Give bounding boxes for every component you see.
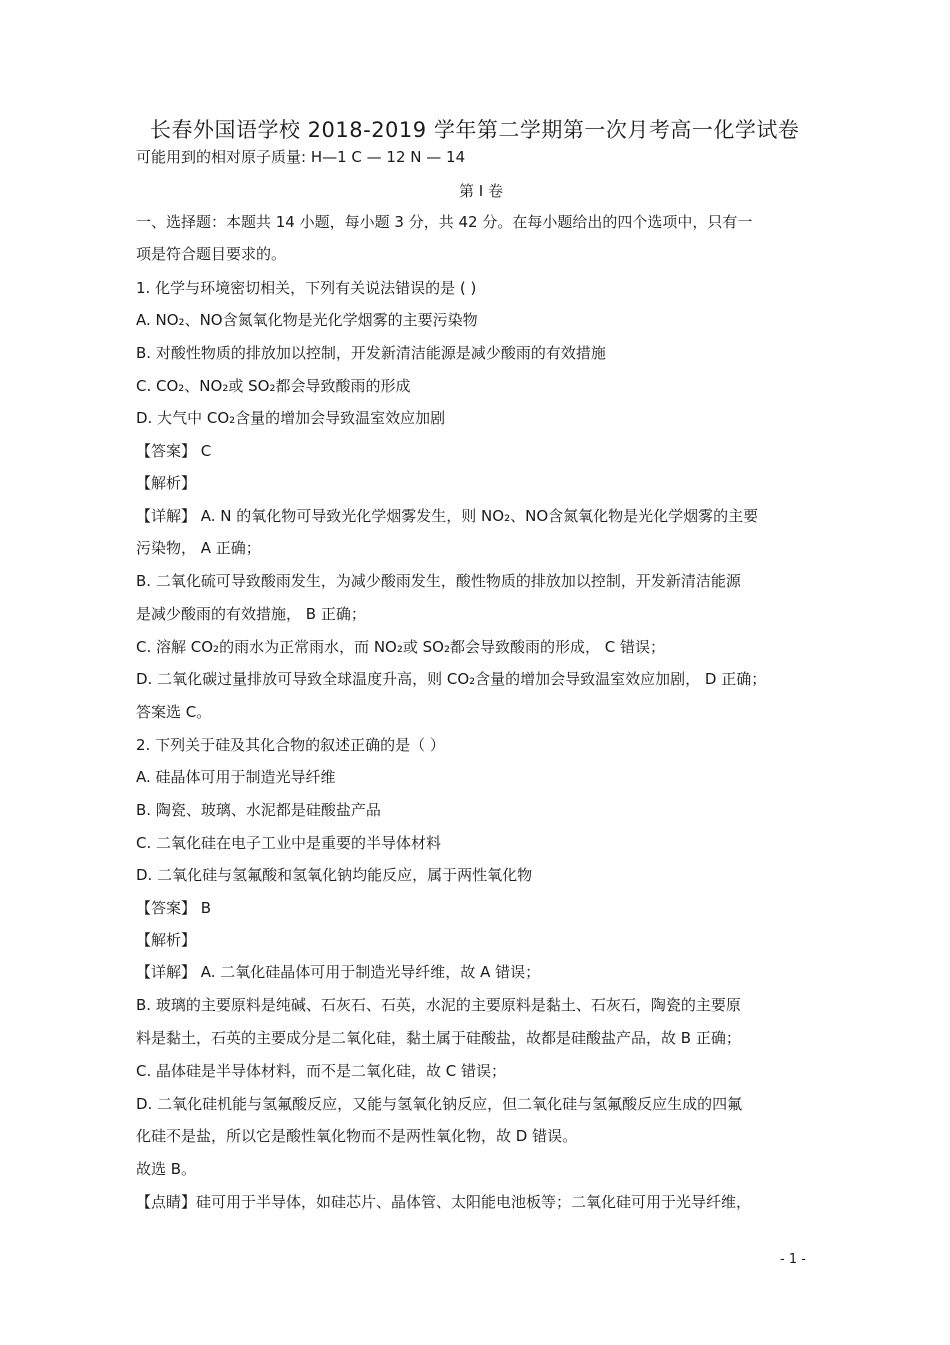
question-1-option-b: B. 对酸性物质的排放加以控制，开发新清洁能源是减少酸雨的有效措施 (136, 344, 606, 362)
question-1-option-a: A. NO₂、NO含氮氧化物是光化学烟雾的主要污染物 (136, 311, 478, 329)
question-2-comment: 【点睛】硅可用于半导体，如硅芯片、晶体管、太阳能电池板等；二氧化硅可用于光导纤维， (136, 1193, 752, 1211)
question-2-option-b: B. 陶瓷、玻璃、水泥都是硅酸盐产品 (136, 801, 381, 819)
exam-title: 长春外国语学校 2018-2019 学年第二学期第一次月考高一化学试卷 (150, 118, 800, 142)
question-2-detail-2: B. 玻璃的主要原料是纯碱、石灰石、石英，水泥的主要原料是黏土、石灰石，陶瓷的主要原 (136, 996, 741, 1014)
question-1-analysis-label: 【解析】 (136, 474, 197, 492)
page-number: - 1 - (780, 1252, 806, 1267)
question-2-conclusion: 故选 B。 (136, 1160, 197, 1178)
question-2-stem: 2. 下列关于硅及其化合物的叙述正确的是（ ） (136, 736, 445, 754)
question-1-detail-2: 污染物， A 正确； (136, 539, 261, 557)
question-2-detail-1: 【详解】 A. 二氧化硅晶体可用于制造光导纤维，故 A 错误； (136, 963, 541, 981)
instructions-line-1: 一、选择题：本题共 14 小题，每小题 3 分，共 42 分。在每小题给出的四个选项中，只有一 (136, 213, 753, 231)
question-1-conclusion: 答案选 C。 (136, 703, 212, 721)
instructions-line-2: 项是符合题目要求的。 (136, 245, 287, 263)
question-1-detail-4: 是减少酸雨的有效措施， B 正确； (136, 605, 366, 623)
question-2-answer: 【答案】 B (136, 899, 212, 917)
question-2-detail-3: 料是黏土，石英的主要成分是二氧化硅，黏土属于硅酸盐，故都是硅酸盐产品，故 B 正确； (136, 1029, 741, 1047)
question-1-detail-1: 【详解】 A. N 的氧化物可导致光化学烟雾发生，则 NO₂、NO含氮氧化物是光化学烟雾的主要 (136, 507, 759, 525)
atomic-mass-note: 可能用到的相对原子质量: H—1 C — 12 N — 14 (136, 148, 466, 166)
question-1-stem: 1. 化学与环境密切相关，下列有关说法错误的是 ( ) (136, 279, 477, 297)
question-2-analysis-label: 【解析】 (136, 931, 197, 949)
question-1-detail-6: D. 二氧化碳过量排放可导致全球温度升高，则 CO₂含量的增加会导致温室效应加剧， D 正确； (136, 670, 767, 688)
question-1-option-d: D. 大气中 CO₂含量的增加会导致温室效应加剧 (136, 409, 446, 427)
section-heading: 第 I 卷 (459, 182, 503, 200)
question-2-option-d: D. 二氧化硅与氢氟酸和氢氧化钠均能反应，属于两性氧化物 (136, 866, 533, 884)
question-2-detail-4: C. 晶体硅是半导体材料，而不是二氧化硅，故 C 错误； (136, 1062, 507, 1080)
question-2-detail-6: 化硅不是盐，所以它是酸性氧化物而不是两性氧化物，故 D 错误。 (136, 1127, 578, 1145)
question-1-answer: 【答案】 C (136, 442, 212, 460)
question-2-detail-5: D. 二氧化硅机能与氢氟酸反应，又能与氢氧化钠反应，但二氧化硅与氢氟酸反应生成的四氟 (136, 1095, 743, 1113)
question-1-detail-3: B. 二氧化硫可导致酸雨发生，为减少酸雨发生，酸性物质的排放加以控制，开发新清洁能源 (136, 572, 741, 590)
question-2-option-a: A. 硅晶体可用于制造光导纤维 (136, 768, 336, 786)
question-2-option-c: C. 二氧化硅在电子工业中是重要的半导体材料 (136, 834, 442, 852)
question-1-detail-5: C. 溶解 CO₂的雨水为正常雨水，而 NO₂或 SO₂都会导致酸雨的形成， C 错误； (136, 638, 666, 656)
question-1-option-c: C. CO₂、NO₂或 SO₂都会导致酸雨的形成 (136, 377, 411, 395)
